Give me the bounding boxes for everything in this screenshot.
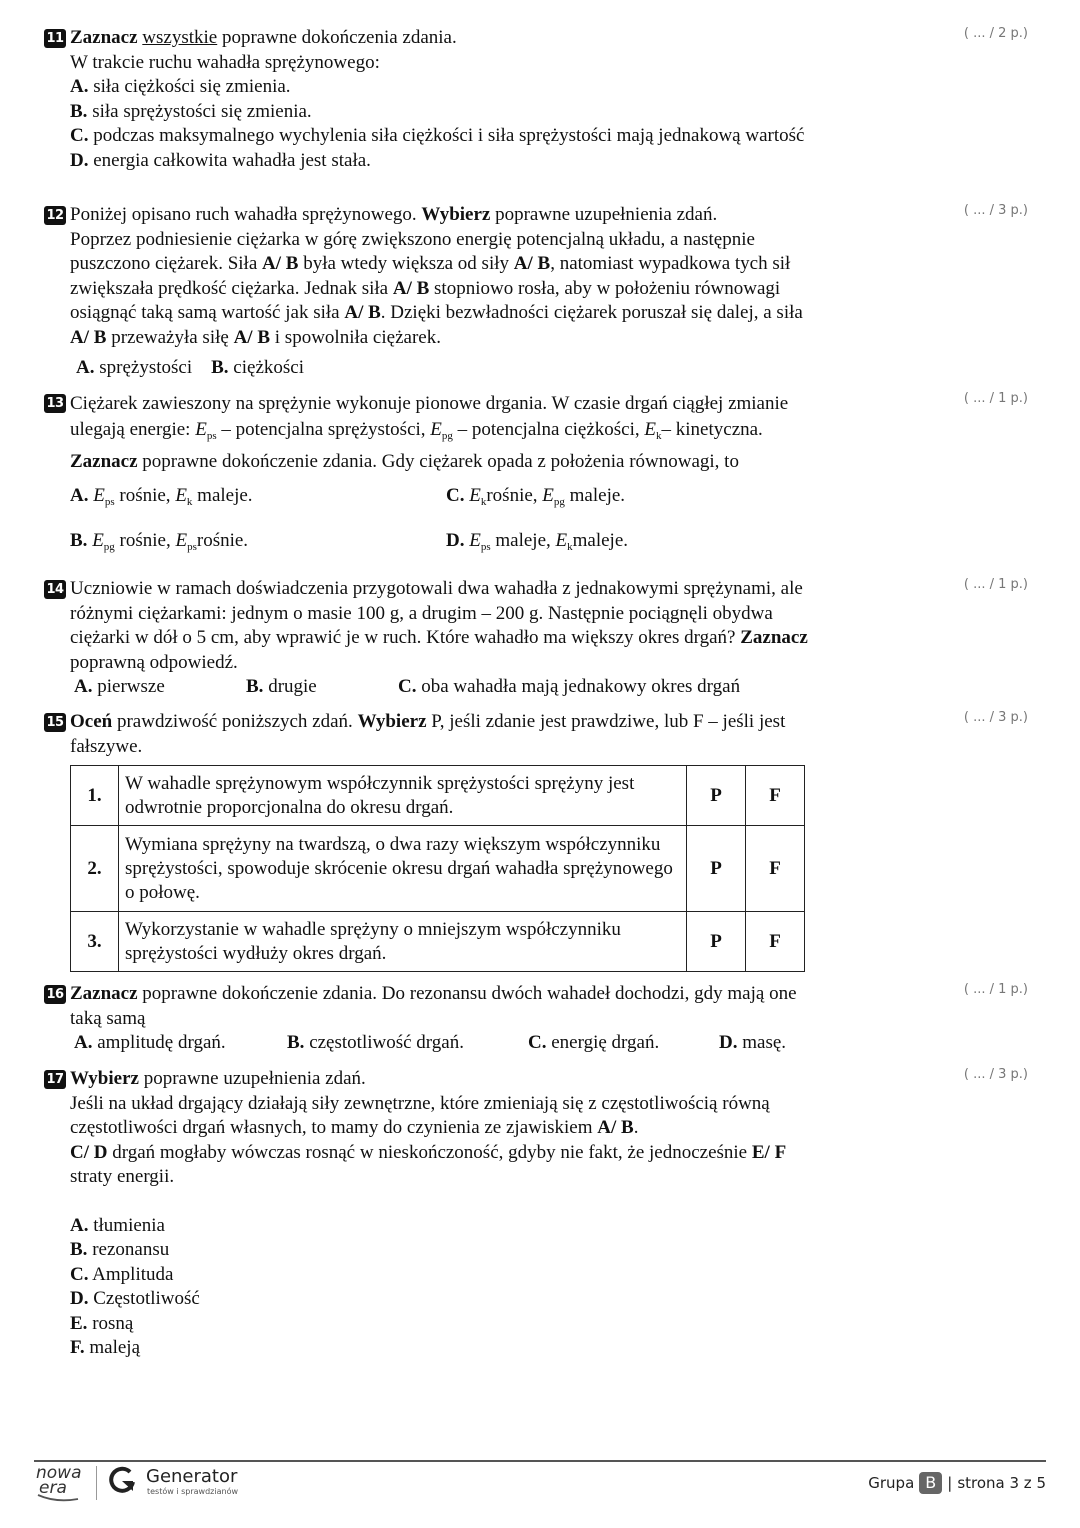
choice-ab[interactable]: A/ B [70, 326, 107, 348]
option-b[interactable]: B. ciężkości [211, 357, 304, 378]
task-12 [44, 203, 1054, 381]
choice-p[interactable]: P [687, 826, 746, 912]
option-c[interactable]: C. $E_krośnie$, $E_{pg}$ maleje. [446, 484, 626, 508]
task-body [70, 577, 820, 700]
statement: W wahadle sprężynowym współczynnik sprężystości sprężyny jest odwrotnie proporcjonalna do okresu drgań. [119, 766, 687, 826]
option-a[interactable]: A. siła ciężkości się zmienia. [70, 76, 291, 97]
option-a[interactable]: A. $E_{ps}$ rośnie, $E_k$ maleje. [70, 484, 253, 508]
statement: Wykorzystanie w wahadle sprężyny o mniejszym współczynniku sprężystości wydłuży okres drgań. [119, 912, 687, 972]
options-row [70, 483, 820, 516]
option-a[interactable]: A. tłumienia [70, 1214, 165, 1236]
choice-ab[interactable]: A/ B [597, 1117, 634, 1138]
paragraph: Ciężarek zawieszony na sprężynie wykonuje pionowe drgania. W czasie drgań ciągłej zmianie ulegają energie: $E_{ps}$ – potencjalna sprężystości, $E_{pg}$ – potencjalna ciężkości, $E_k-$ kinetyczna. Zaznacz poprawne dokończenie zdania. Gdy ciężarek opada z położenia równowagi, to [70, 393, 789, 472]
points-box: ( ... / 1 p.) [963, 577, 1028, 592]
choice-f[interactable]: F [746, 826, 805, 912]
task-body [70, 26, 820, 173]
page-separator: | [947, 1474, 953, 1492]
statement: Wymiana sprężyny na twardszą, o dwa razy większym współczynniku sprężystości, spowoduje skrócenie okresu drgań wahadła sprężynowego o połowę. [119, 826, 687, 912]
instruction: Poniżej opisano ruch wahadła sprężynowego. Wybierz poprawne uzupełnienia zdań. [70, 204, 718, 225]
task-number-badge: 11 [44, 29, 66, 48]
stem: W trakcie ruchu wahadła sprężynowego: [70, 51, 380, 73]
row-number: 2. [71, 826, 119, 912]
task-body [70, 710, 820, 759]
option-d[interactable]: D. Częstotliwość [70, 1288, 200, 1309]
task-number-badge: 17 [44, 1070, 66, 1089]
task-number-badge: 14 [44, 580, 66, 599]
option-a[interactable]: A. pierwsze [74, 676, 165, 697]
task-body [70, 982, 820, 1056]
option-c[interactable]: C. Amplituda [70, 1263, 174, 1285]
choice-p[interactable]: P [687, 912, 746, 972]
task-17 [44, 1067, 1054, 1361]
choice-ab[interactable]: A/ B [344, 302, 381, 323]
nowa-era-logo: nowa era [36, 1466, 82, 1502]
option-b[interactable]: B. siła sprężystości się zmienia. [70, 100, 312, 122]
option-b[interactable]: B. $E_{pg}$ rośnie, $E_{ps}rośnie$. [70, 530, 249, 553]
points-box: ( ... / 2 p.) [963, 26, 1028, 41]
options-row [74, 675, 820, 700]
task-number-badge: 13 [44, 394, 66, 413]
points-box: ( ... / 3 p.) [963, 710, 1028, 725]
logo-separator [96, 1466, 97, 1500]
task-number-badge: 15 [44, 713, 66, 732]
option-c[interactable]: C. energię drgań. [528, 1032, 660, 1053]
row-number: 3. [71, 912, 119, 972]
option-d[interactable]: D. masę. [719, 1032, 787, 1053]
choice-ab[interactable]: A/ B [392, 277, 430, 299]
paragraph: Poprzez podniesienie ciężarka w górę zwiększono energię potencjalną układu, a następnie puszczono ciężarek. Siła A/ B była wtedy większa od siły A/ B, natomiast wypadkowa tych sił zwiększała prędkość ciężarka. Jednak siła A/ B stopniowo rosła, aby w położeniu równowagi osiągnąć taką samą wartość jak siła A/ B. Dzięki bezwładności ciężarek poruszał się dalej, a siła A/ B przeważyła siłę A/ B i spowolniła ciężarek. [70, 228, 803, 348]
group-badge: B [919, 1472, 942, 1494]
points-box: ( ... / 1 p.) [963, 982, 1028, 997]
choice-f[interactable]: F [746, 766, 805, 826]
generator-g-icon [108, 1466, 136, 1494]
option-f[interactable]: F. maleją [70, 1337, 141, 1358]
points-box: ( ... / 3 p.) [963, 203, 1028, 218]
options-row [70, 528, 820, 561]
instruction: Zaznacz wszystkie poprawne dokończenia zdania. [70, 27, 457, 48]
table-row [71, 766, 805, 826]
task-body [70, 203, 820, 381]
points-box: ( ... / 1 p.) [963, 391, 1028, 406]
row-number: 1. [71, 766, 119, 826]
table-row [71, 826, 805, 912]
paragraph: C/ D drgań mogłaby wówczas rosnąć w nieskończoność, gdyby nie fakt, że jednocześnie E/ F straty energii. [70, 1141, 787, 1187]
option-a[interactable]: A. amplitudę drgań. [74, 1032, 226, 1053]
generator-logo-subtitle: testów i sprawdzianów [147, 1487, 238, 1496]
options-row [74, 1031, 820, 1056]
task-15 [44, 710, 1054, 972]
option-b[interactable]: B. drugie [246, 676, 317, 697]
footer-divider [34, 1460, 1046, 1462]
task-body [70, 391, 820, 561]
group-label: Grupa [868, 1474, 915, 1492]
task-13 [44, 391, 1054, 561]
task-number-badge: 12 [44, 206, 66, 225]
option-c[interactable]: C. podczas maksymalnego wychylenia siła ciężkości i siła sprężystości mają jednakową wartość [70, 125, 805, 146]
option-e[interactable]: E. rosną [70, 1312, 134, 1334]
task-number-badge: 16 [44, 985, 66, 1004]
page-info [868, 1472, 1046, 1494]
option-d[interactable]: D. energia całkowita wahadła jest stała. [70, 149, 371, 171]
table-row [71, 912, 805, 972]
choice-ab[interactable]: A/ B [513, 253, 551, 274]
generator-logo-text: Generator [146, 1466, 238, 1487]
page-number: strona 3 z 5 [957, 1474, 1046, 1492]
option-b[interactable]: B. częstotliwość drgań. [287, 1032, 464, 1053]
task-11 [44, 26, 1054, 173]
choice-f[interactable]: F [746, 912, 805, 972]
choice-ef[interactable]: E/ F [751, 1141, 787, 1163]
option-b[interactable]: B. rezonansu [70, 1239, 170, 1260]
task-14 [44, 577, 1054, 700]
task-16 [44, 982, 1054, 1056]
paragraph: Jeśli na układ drgający działają siły zewnętrzne, które zmieniają się z częstotliwością równą częstotliwości drgań własnych, to mamy do czynienia ze zjawiskiem A/ B. [70, 1092, 770, 1138]
paragraph: Uczniowie w ramach doświadczenia przygotowali dwa wahadła z jednakowymi sprężynami, ale różnymi ciężarkami: jednym o masie 100 g, a drugim – 200 g. Następnie pociągnęli obydwa ciężarki w dół o 5 cm, aby wprawić je w ruch. Które wahadło ma większy okres drgań? Zaznacz poprawną odpowiedź. [70, 578, 808, 673]
choice-ab[interactable]: A/ B [233, 326, 271, 348]
task-body [70, 1067, 820, 1361]
option-a[interactable]: A. sprężystości [76, 357, 193, 378]
true-false-table [70, 765, 805, 972]
option-d[interactable]: D. $E_{ps}$ maleje, $E_kmaleje$. [446, 530, 629, 553]
option-c[interactable]: C. oba wahadła mają jednakowy okres drgań [398, 676, 741, 697]
choice-cd[interactable]: C/ D [70, 1141, 108, 1163]
options-list [70, 1214, 820, 1361]
instruction: Oceń prawdziwość poniższych zdań. Wybierz P, jeśli zdanie jest prawdziwe, lub F – jeśli jest fałszywe. [70, 711, 786, 757]
paragraph: Zaznacz poprawne dokończenie zdania. Do rezonansu dwóch wahadeł dochodzi, gdy mają one taką samą [70, 983, 797, 1029]
options-row [76, 356, 820, 381]
instruction: Wybierz poprawne uzupełnienia zdań. [70, 1068, 366, 1089]
points-box: ( ... / 3 p.) [963, 1067, 1028, 1082]
choice-ab[interactable]: A/ B [262, 253, 299, 274]
choice-p[interactable]: P [687, 766, 746, 826]
